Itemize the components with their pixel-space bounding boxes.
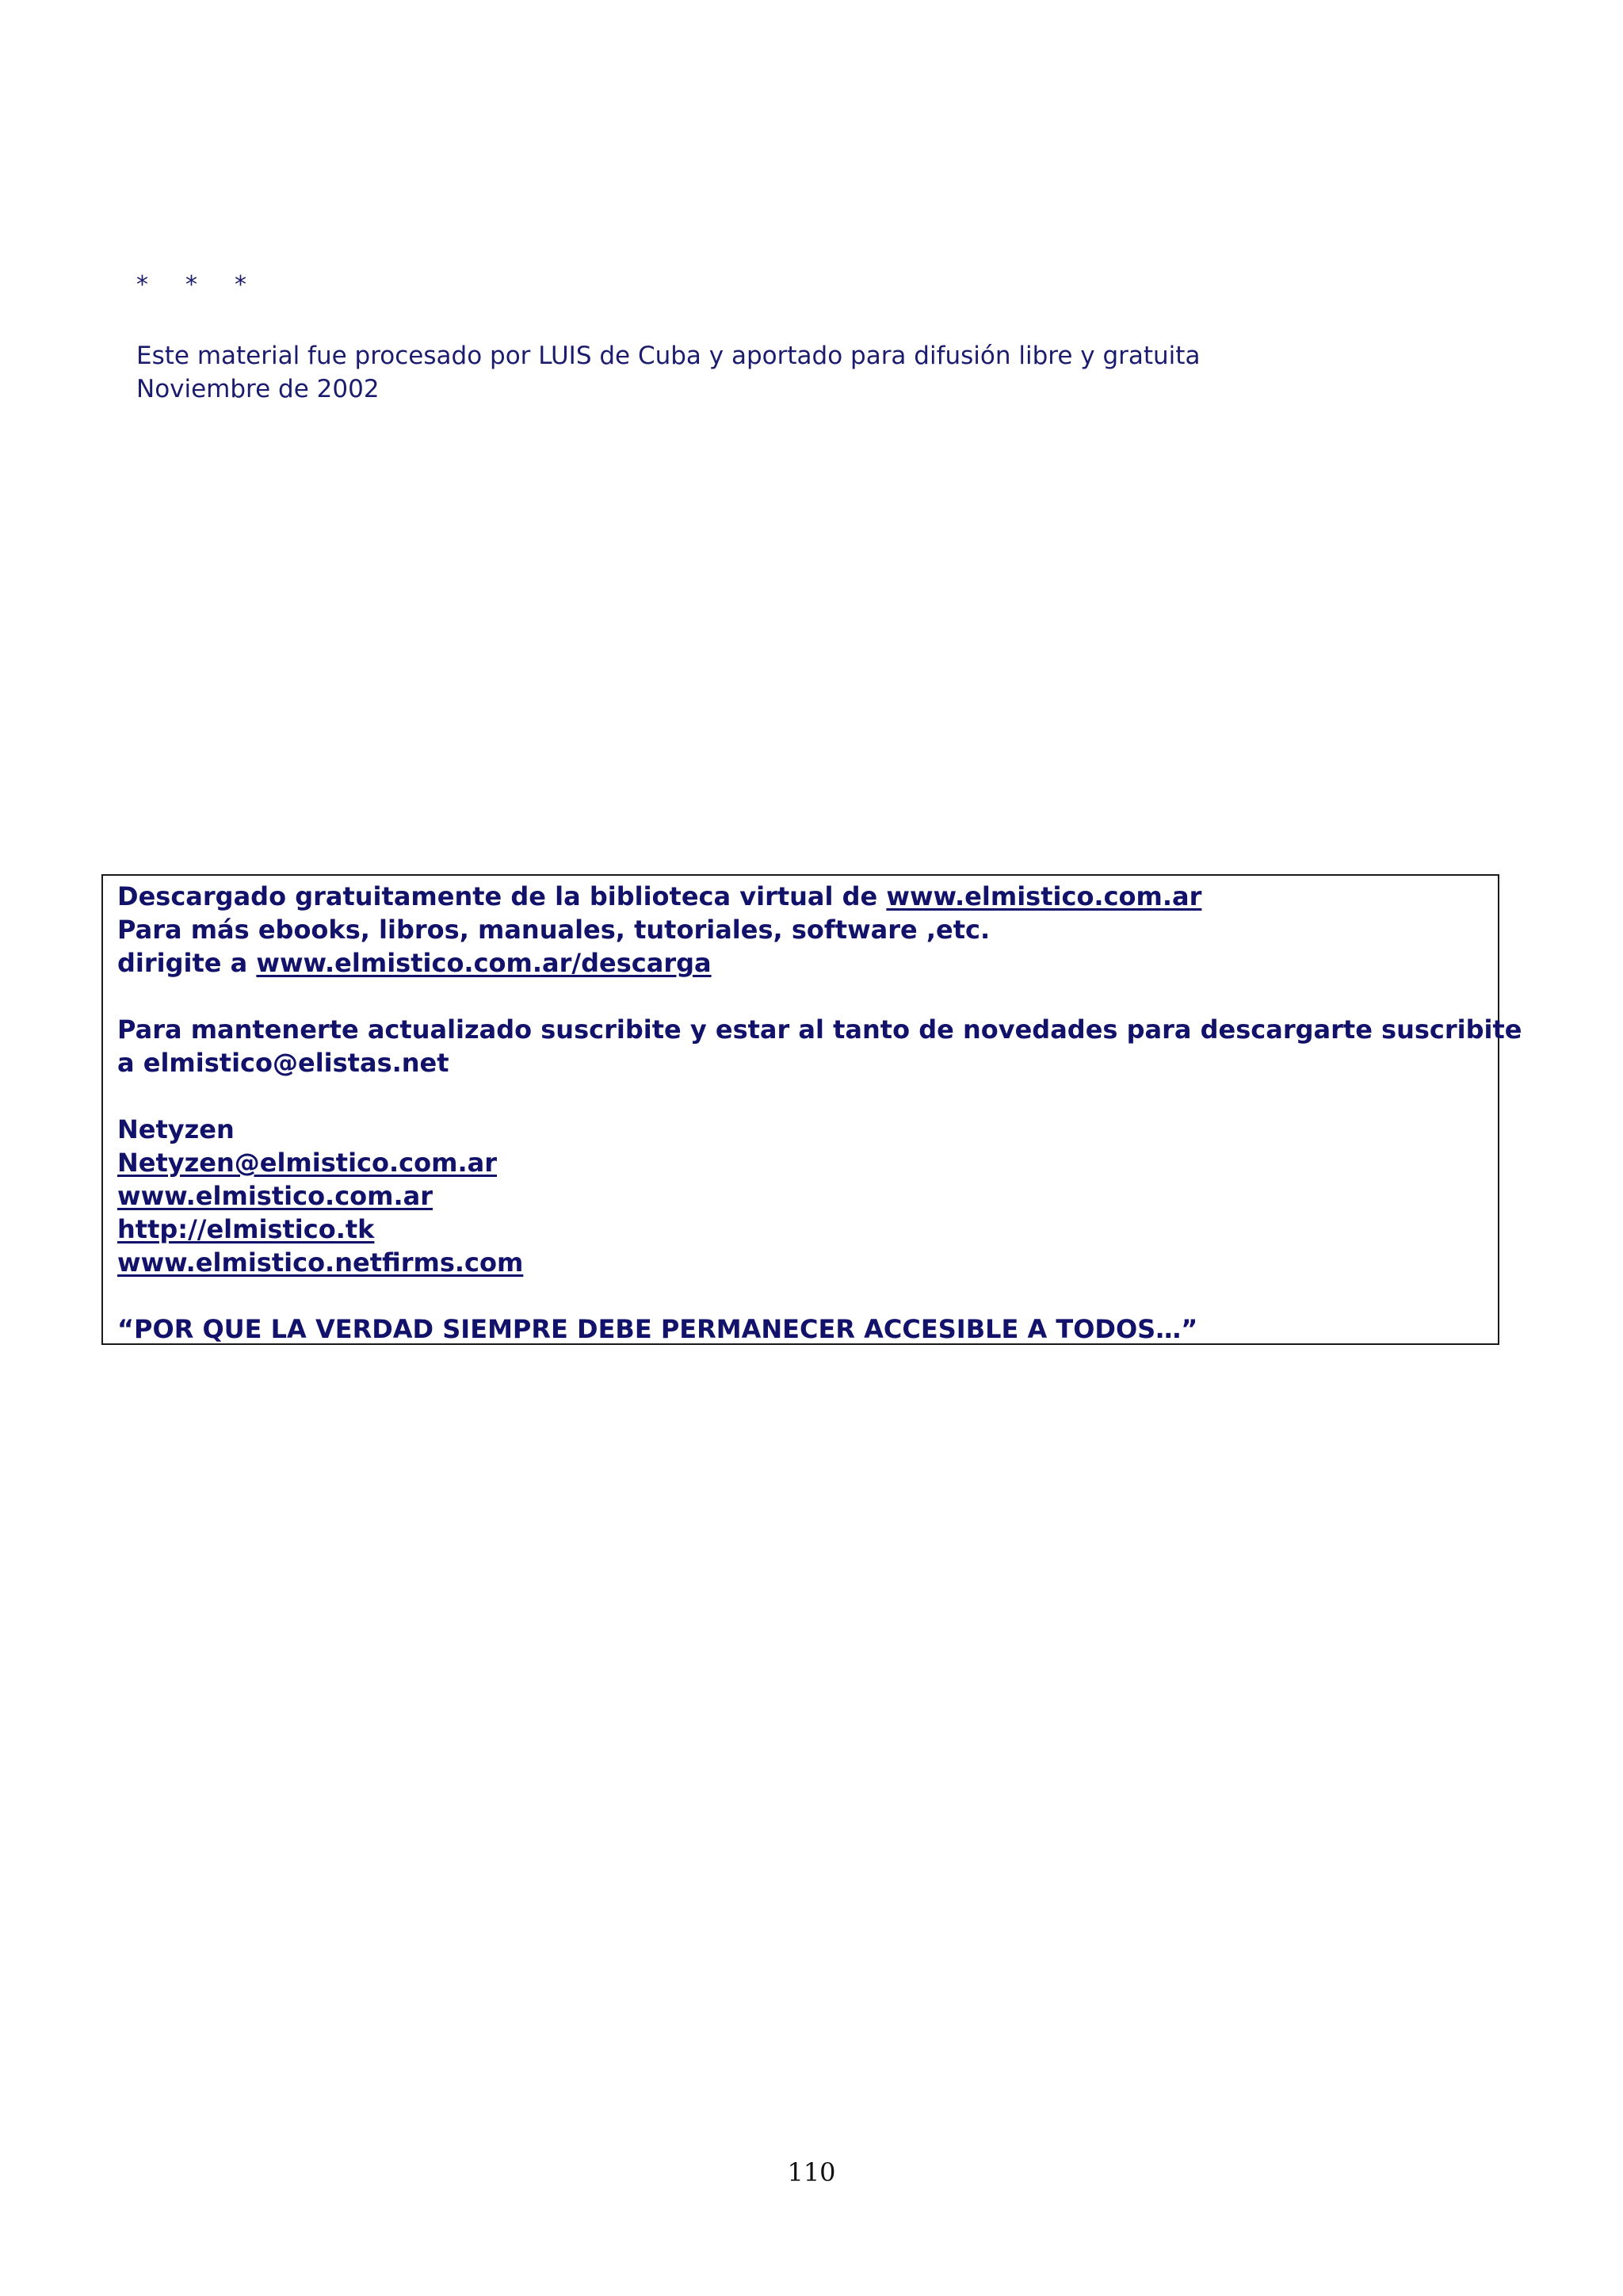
notice-line-source bbox=[117, 880, 1484, 913]
library-link[interactable]: www.elmistico.com.ar bbox=[886, 881, 1202, 911]
notice-source-text: Descargado gratuitamente de la biblioteca virtual de bbox=[117, 881, 887, 911]
notice-line-more: Para más ebooks, libros, manuales, tutoriales, software ,etc. bbox=[117, 915, 991, 945]
processing-credit bbox=[136, 339, 1200, 406]
notice-line-download bbox=[117, 946, 1484, 980]
netfirms-website-link[interactable]: www.elmistico.netfirms.com bbox=[117, 1247, 524, 1278]
subscribe-email: a elmistico@elistas.net bbox=[117, 1048, 449, 1078]
page-number: 110 bbox=[787, 2157, 836, 2187]
credit-date: Noviembre de 2002 bbox=[136, 375, 380, 403]
spacer bbox=[117, 1279, 1484, 1312]
website-link[interactable]: www.elmistico.com.ar bbox=[117, 1181, 433, 1211]
tk-website-link[interactable]: http://elmistico.tk bbox=[117, 1214, 375, 1244]
section-separator bbox=[136, 271, 284, 299]
download-link[interactable]: www.elmistico.com.ar/descarga bbox=[256, 948, 712, 978]
author-email-link[interactable]: Netyzen@elmistico.com.ar bbox=[117, 1148, 497, 1178]
notice-download-text: dirigite a bbox=[117, 948, 257, 978]
subscribe-line: Para mantenerte actualizado suscribite y estar al tanto de novedades para descargarte suscribite bbox=[117, 1014, 1522, 1045]
closing-quote: “POR QUE LA VERDAD SIEMPRE DEBE PERMANECER ACCESIBLE A TODOS…” bbox=[117, 1314, 1198, 1344]
credit-line: Este material fue procesado por LUIS de Cuba y aportado para difusión libre y gratuita bbox=[136, 342, 1201, 370]
author-name: Netyzen bbox=[117, 1114, 235, 1144]
separator-asterisk: * bbox=[136, 271, 148, 299]
spacer bbox=[117, 980, 1484, 1013]
separator-asterisk: * bbox=[235, 271, 246, 299]
spacer bbox=[117, 1079, 1484, 1113]
separator-asterisk: * bbox=[185, 271, 197, 299]
download-notice-box bbox=[101, 874, 1522, 1345]
